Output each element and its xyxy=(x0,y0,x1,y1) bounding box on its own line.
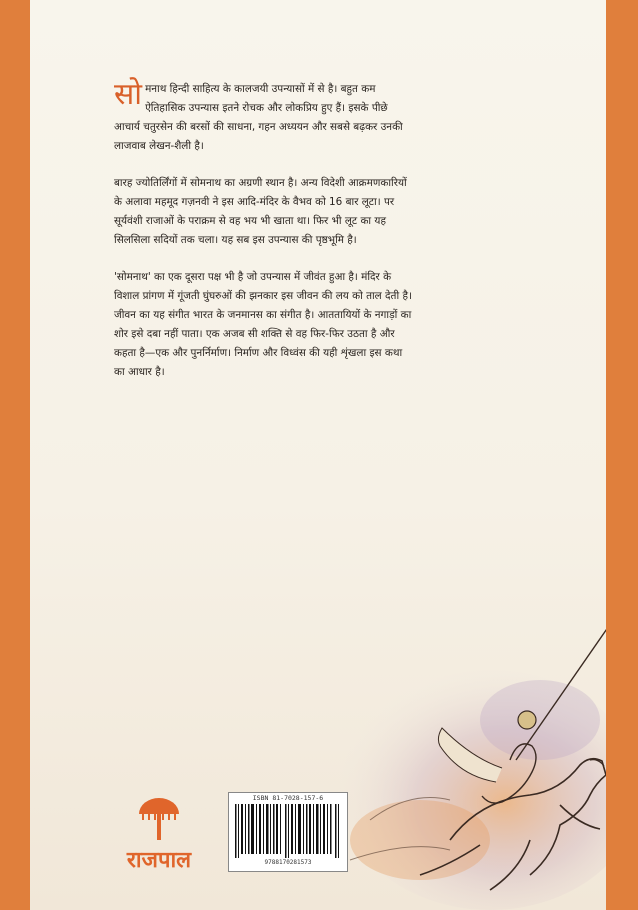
horse-rider-illustration xyxy=(330,590,606,910)
drop-cap: सो xyxy=(114,77,143,112)
publisher-name: राजपाल xyxy=(126,848,192,873)
barcode-label xyxy=(228,792,348,872)
blurb-paragraph-1 xyxy=(114,77,414,156)
blurb-paragraph-1-text: मनाथ हिन्दी साहित्य के कालजयी उपन्यासों में से है। बहुत कम ऐतिहासिक उपन्यास इतने रोचक और लोकप्रिय हुए हैं। इसके पीछे आचार्य चतुरसेन की बरसों की साधना, गहन अध्ययन और सबसे बढ़कर उनकी लाजवाब लेखन-शैली है। xyxy=(114,83,403,152)
publisher-logo xyxy=(104,792,224,892)
blurb-paragraph-3: 'सोमनाथ' का एक दूसरा पक्ष भी है जो उपन्यास में जीवंत हुआ है। मंदिर के विशाल प्रांगण में गूंजती घुंघरुओं की झनकार इस जीवन की लय को ताल देती है। जीवन का यह संगीत भारत के जनमानस का संगीत है। आततायियों के नगाड़ों का शोर इसे दबा नहीं पाता। एक अजब सी शक्ति से वह फिर-फिर उठता है और कहता है—एक और पुनर्निर्माण। निर्माण और विध्वंस की यही शृंखला इस कथा का आधार है। xyxy=(114,271,412,378)
barcode-icon xyxy=(235,804,341,858)
blurb-text xyxy=(114,77,414,400)
back-cover xyxy=(30,0,606,910)
isbn-number: ISBN 81-7028-157-6 xyxy=(252,794,324,802)
tree-icon xyxy=(104,792,214,844)
blurb-paragraph-2: बारह ज्योतिर्लिंगों में सोमनाथ का अग्रणी स्थान है। अन्य विदेशी आक्रमणकारियों के अलावा महमूद गज़नवी ने इस आदि-मंदिर के वैभव को 16 बार लूटा। पर सूर्यवंशी राजाओं के पराक्रम से वह भय भी खाता था। फिर भी लूट का यह सिलसिला सदियों तक चला। यह सब इस उपन्यास की पृष्ठभूमि है। xyxy=(114,177,407,246)
barcode-digits: 9788170281573 xyxy=(264,859,312,866)
